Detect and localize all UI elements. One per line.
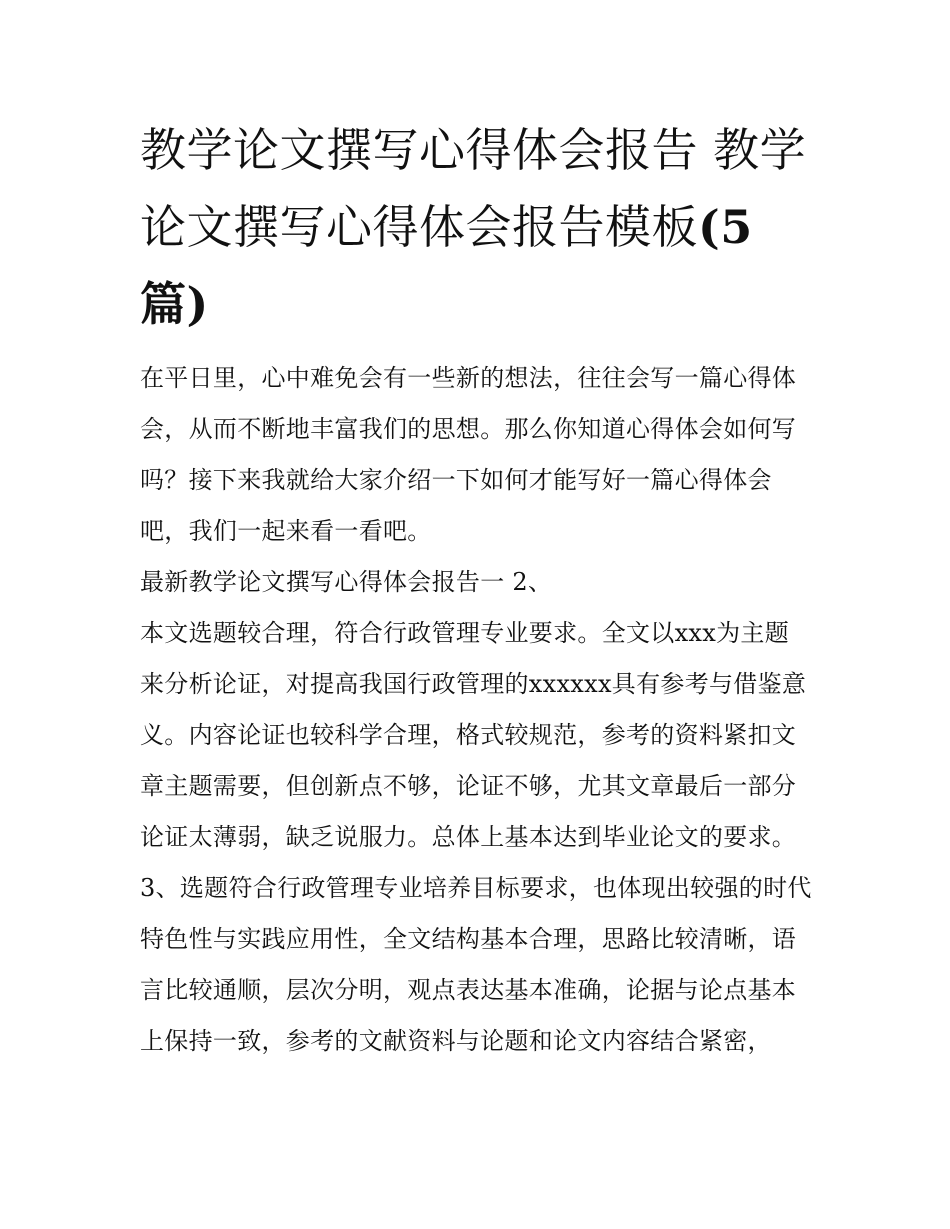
title-tail: (5篇) bbox=[140, 200, 753, 331]
section-heading: 最新教学论文撰写心得体会报告一 2、 bbox=[140, 568, 553, 596]
title-main: 教学论文撰写心得体会报告 教学论文撰写心得体会报告模板 bbox=[140, 123, 807, 254]
document-body bbox=[140, 112, 812, 1067]
document-title bbox=[140, 112, 812, 343]
body-paragraph-1: 本文选题较合理，符合行政管理专业要求。全文以xxx为主题来分析论证，对提高我国行政管理的xxxxxx具有参考与借鉴意义。内容论证也较科学合理，格式较规范，参考的资料紧扣文章主题需要，但创新点不够，论证不够，尤其文章最后一部分论证太薄弱，缺乏说服力。总体上基本达到毕业论文的要求。 bbox=[140, 619, 807, 851]
intro-paragraph: 在平日里，心中难免会有一些新的想法，往往会写一篇心得体会，从而不断地丰富我们的思想。那么你知道心得体会如何写吗？接下来我就给大家介绍一下如何才能写好一篇心得体会吧，我们一起来看一看吧。 bbox=[140, 364, 797, 545]
body-paragraph-2: 3、选题符合行政管理专业培养目标要求，也体现出较强的时代特色性与实践应用性，全文结构基本合理，思路比较清晰，语言比较通顺，层次分明，观点表达基本准确，论据与论点基本上保持一致，参考的文献资料与论题和论文内容结合紧密， bbox=[140, 874, 812, 1055]
